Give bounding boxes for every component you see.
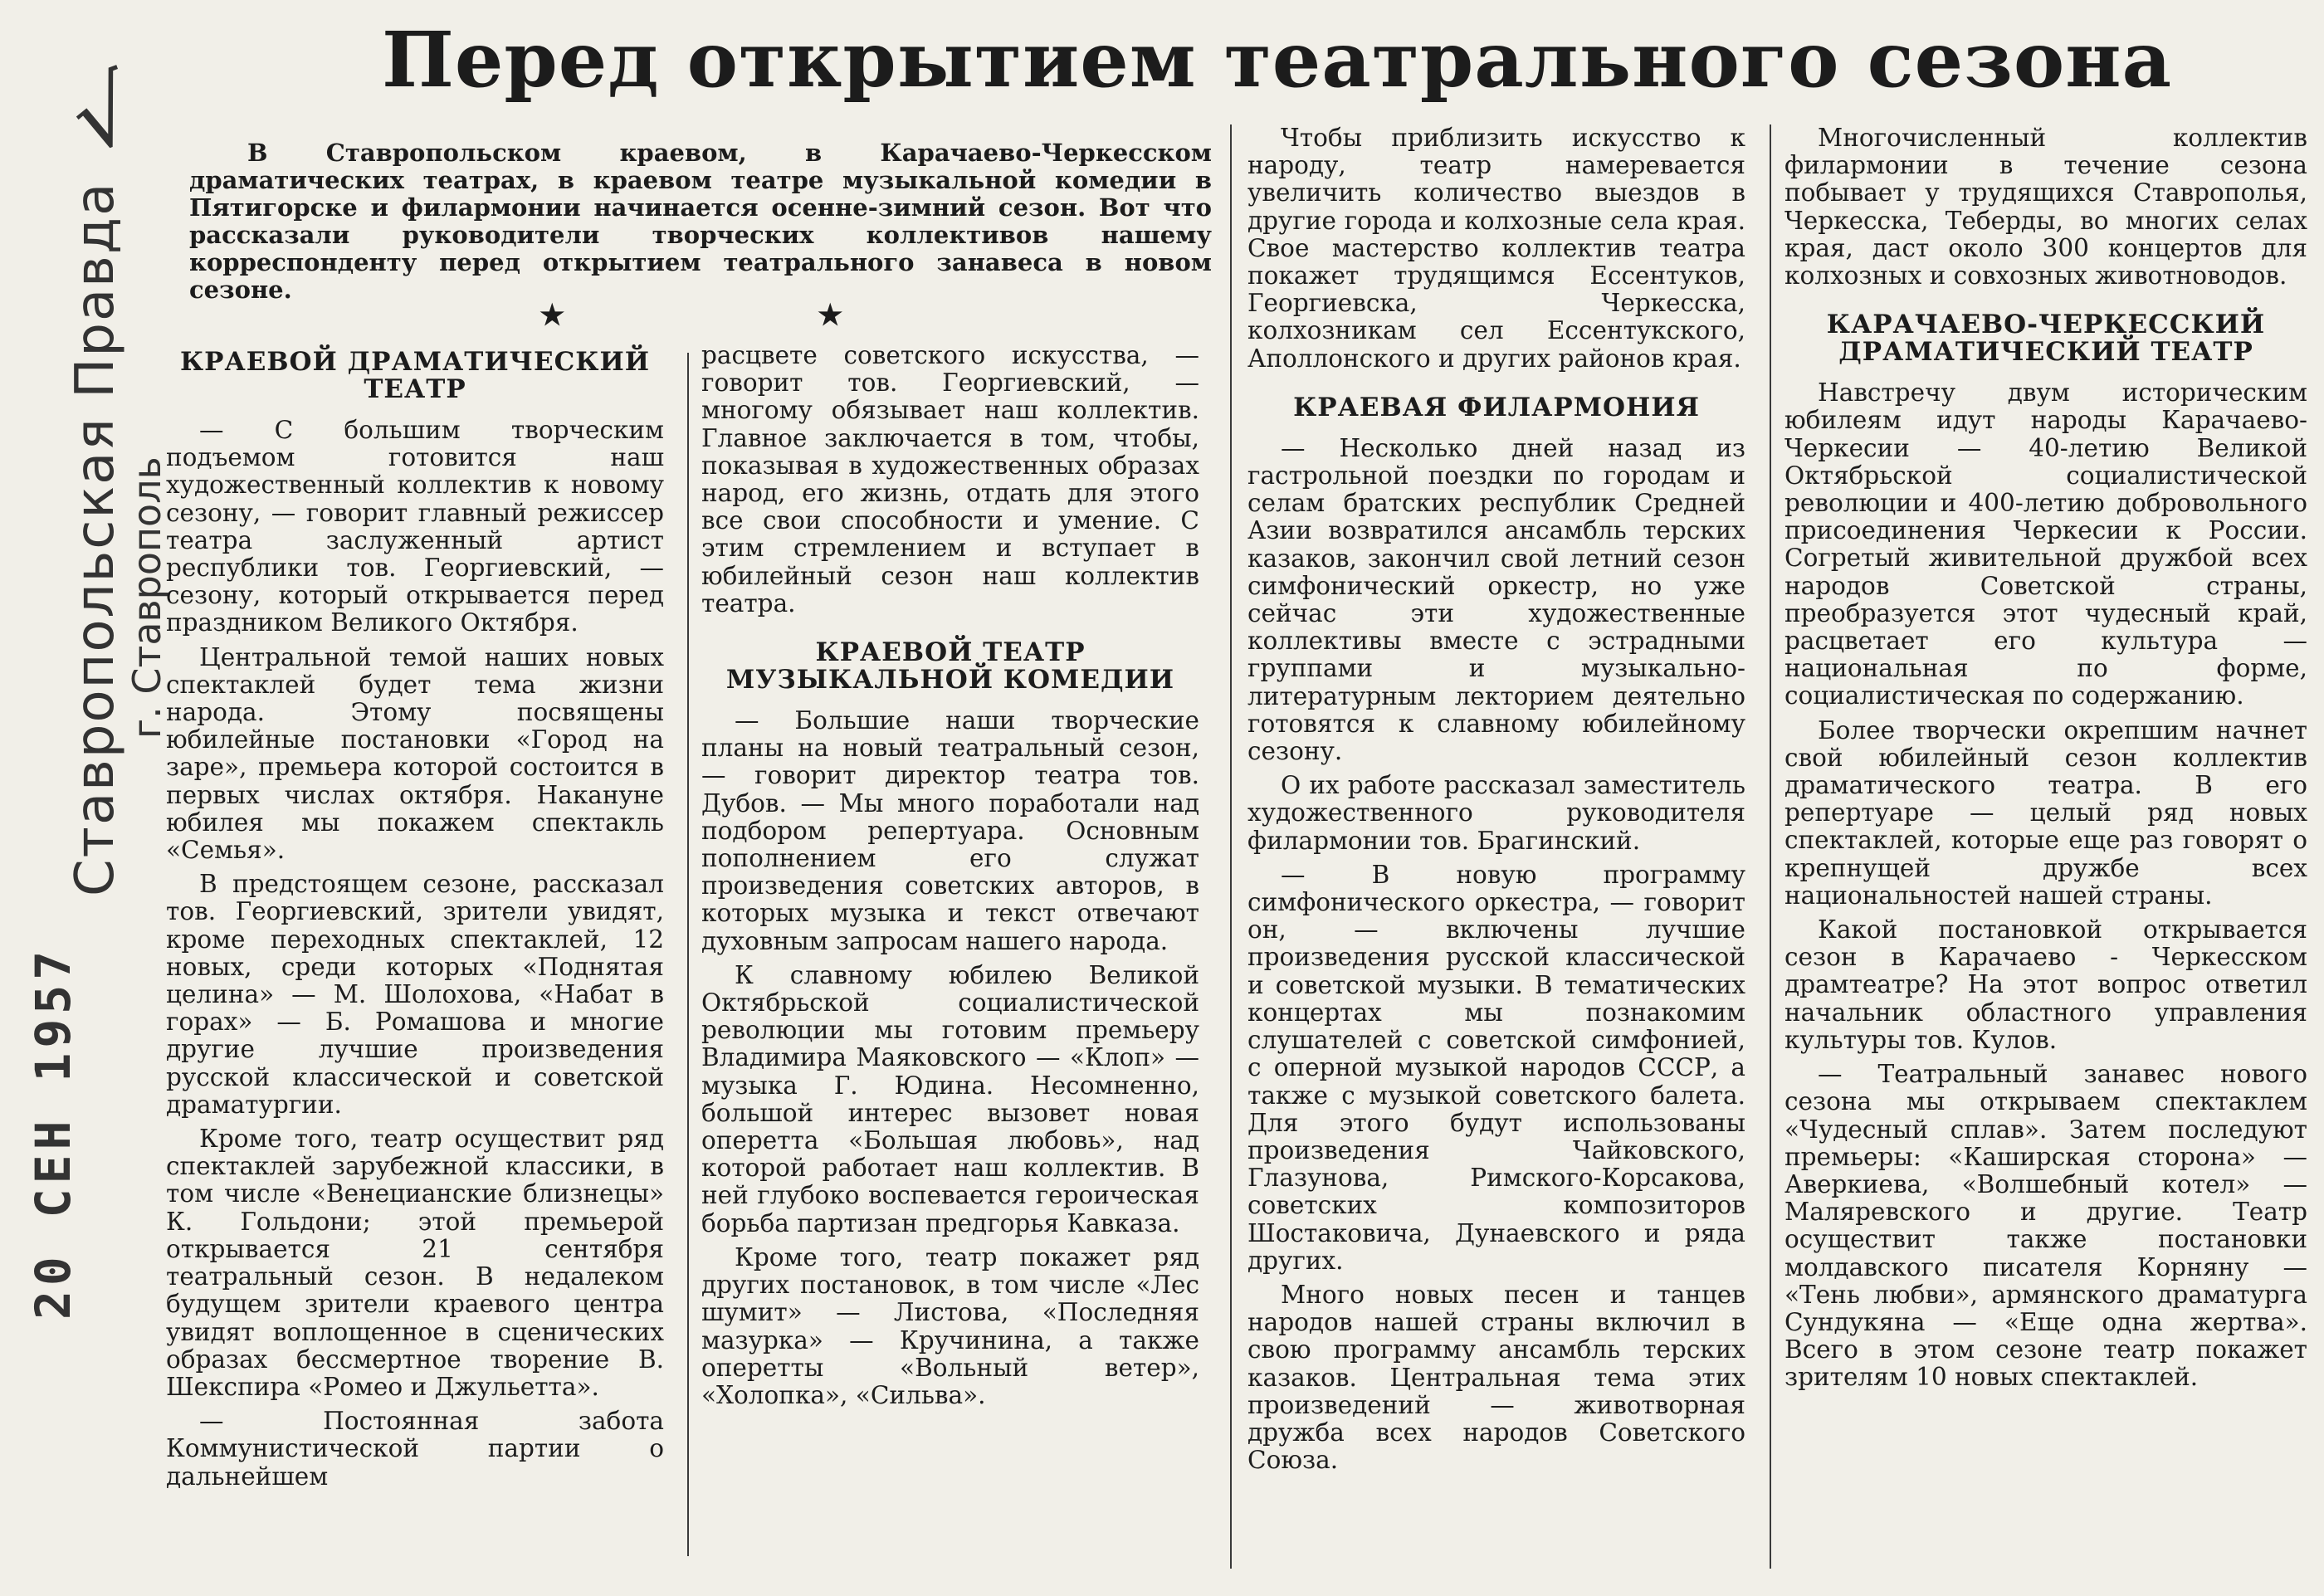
paragraph: К славному юбилею Великой Октябрьской социалистической революции мы готовим премьеру Владимира Маяковского — «Клоп» — музыка Г. Юдина. Несомненно, большой интерес вызовет новая оперетта «Большая любовь», над которой работает наш коллектив. В ней глубоко воспевается героическая борьба партизан предгорья Кавказа. xyxy=(701,960,1199,1237)
paragraph: — Несколько дней назад из гастрольной поездки по городам и селам братских республик Средней Азии возвратился ансамбль терских казаков, закончил свой летний сезон симфонический оркестр, но уже сейчас эти художественные коллективы вместе с эстрадными группами и музыкально-литературным лекторием деятельно готовятся к славному юбилейному сезону. xyxy=(1247,433,1745,766)
paragraph: Кроме того, театр покажет ряд других постановок, в том числе «Лес шумит» — Листова, «Последняя мазурка» — Кручинина, а также оперетты «Вольный ветер», «Холопка», «Сильва». xyxy=(701,1242,1199,1409)
paragraph: — В новую программу симфонического оркестра, — говорит он, — включены лучшие произведения русской классической и советской музыки. В тематических концертах мы познакомим слушателей с советской симфонией, с оперной музыкой народов СССР, а также с музыкой советского балета. Для этого будут использованы произведения Чайковского, Глазунова, Римского-Корсакова, советских композиторов Шостаковича, Дунаевского и ряда других. xyxy=(1247,860,1745,1275)
paragraph: Какой постановкой открывается сезон в Карачаево - Черкесском драмтеатре? На этот вопрос ответил начальник областного управления культуры тов. Кулов. xyxy=(1784,915,2307,1054)
paragraph: Много новых песен и танцев народов нашей страны включил в свою программу ансамбль терских казаков. Центральная тема этих произведений — животворная дружба всех народов Советского Союза. xyxy=(1247,1280,1745,1475)
column-3 xyxy=(1247,124,1745,1474)
paragraph: — Театральный занавес нового сезона мы открываем спектаклем «Чудесный сплав». Затем последуют премьеры: «Каширская сторона» — Аверкиева, «Волшебный котел» — Маляревского и другие. Театр осуществит также постановки молдавского писателя Корняну — «Тень любви», армянского драматурга Сундукяна — «Еще одна жертва». Всего в этом сезоне театр покажет зрителям 10 новых спектаклей. xyxy=(1784,1060,2307,1392)
paragraph: — Большие наши творческие планы на новый театральный сезон, — говорит директор театра тов. Дубов. — Мы много поработали над подбором репертуара. Основным пополнением его служат произведения советских авторов, в которых музыка и текст отвечают духовным запросам нашего народа. xyxy=(701,706,1199,955)
city-stamp: г. Ставрополь xyxy=(124,456,169,739)
section-heading-karachay-cherkess: КАРАЧАЕВО-ЧЕРКЕССКИЙ ДРАМАТИЧЕСКИЙ ТЕАТР xyxy=(1826,310,2266,368)
article-lead: В Ставропольском краевом, в Карачаево-Черкесском драматических театрах, в краевом театре музыкальной комедии в Пятигорске и филармонии начинается осенне-зимний сезон. Вот что рассказали руководители творческих коллективов нашему корреспонденту перед открытием театрального занавеса в новом сезоне. xyxy=(189,139,1212,304)
paragraph: Навстречу двум историческим юбилеям идут народы Карачаево-Черкесии — 40-летию Великой Октябрьской социалистической революции и 400-летию добровольного присоединения Черкесии к России. Согретый живительной дружбой всех народов Советской страны, преобразуется этот чудесный край, расцветает его культура — национальная по форме, социалистическая по содержанию. xyxy=(1784,378,2307,710)
column-4 xyxy=(1784,124,2307,1392)
column-1 xyxy=(166,345,664,1491)
paragraph: Более творчески окрепшим начнет свой юбилейный сезон коллектив драматического театра. В его репертуаре — целый ряд новых спектаклей, которые еще раз говорят о крепнущей дружбе всех национальностей нашей страны. xyxy=(1784,715,2307,910)
newspaper-name-stamp: Ставропольская Правда xyxy=(65,181,126,896)
paragraph: В предстоящем сезоне, рассказал тов. Георгиевский, зрители увидят, кроме переходных спектаклей, 12 новых, среди которых «Поднятая целина» — М. Шолохова, «Набат в горах» — Б. Ромашова и многие другие лучшие произведения русской классической и советской драматургии. xyxy=(166,870,664,1119)
paragraph: Многочисленный коллектив филармонии в течение сезона побывает у трудящихся Ставрополья, Черкесска, Теберды, во многих селах края, даст около 300 концертов для колхозных и совхозных животноводов. xyxy=(1784,124,2307,290)
paragraph: — Постоянная забота Коммунистической партии о дальнейшем xyxy=(166,1407,664,1491)
paragraph: Кроме того, театр осуществит ряд спектаклей зарубежной классики, в том числе «Венецианские близнецы» К. Гольдони; этой премьерой открывается 21 сентября театральный сезон. В недалеком будущем зрители краевого центра увидят воплощенное в сценических образах бессмертное творение В. Шекспира «Ромео и Джульетта». xyxy=(166,1125,664,1401)
paragraph: расцвете советского искусства, — говорит тов. Георгиевский, — многому обязывает наш коллектив. Главное заключается в том, чтобы, показывая в художественных образах народ, его жизнь, отдать для этого все свои способности и умение. С этим стремлением и вступает в юбилейный сезон наш коллектив театра. xyxy=(701,341,1199,617)
paragraph: О их работе рассказал заместитель художественного руководителя филармонии тов. Брагинский. xyxy=(1247,771,1745,855)
section-heading-musical-comedy: КРАЕВОЙ ТЕАТР МУЗЫКАЛЬНОЙ КОМЕДИИ xyxy=(725,637,1175,696)
article-headline: Перед открытием театрального сезона xyxy=(382,15,2173,105)
star-icon: ★ xyxy=(818,299,843,332)
paragraph: — С большим творческим подъемом готовится наш художественный коллектив к новому сезону, — говорит главный режиссер театра заслуженный артист республики тов. Георгиевский, — сезону, который открывается перед праздником Великого Октября. xyxy=(166,416,664,637)
date-stamp: 20 СЕН 1957 xyxy=(25,945,81,1320)
column-divider xyxy=(1770,124,1771,1569)
star-icon: ★ xyxy=(540,299,565,332)
section-heading-drama: КРАЕВОЙ ДРАМАТИЧЕСКИЙ ТЕАТР xyxy=(179,347,651,404)
column-2 xyxy=(701,342,1199,1409)
column-divider xyxy=(687,353,689,1556)
paragraph: Центральной темой наших новых спектаклей будет тема жизни народа. Этому посвящены юбилейные постановки «Город на заре», премьера которой состоится в первых числах октября. Накануне юбилея мы покажем спектакль «Семья». xyxy=(166,642,664,865)
section-heading-philharmonic: КРАЕВАЯ ФИЛАРМОНИЯ xyxy=(1293,392,1700,422)
column-divider xyxy=(1230,124,1232,1569)
checkmark-annotation: √ xyxy=(58,55,149,175)
paragraph: Чтобы приблизить искусство к народу, театр намеревается увеличить количество выездов в другие города и колхозные села края. Свое мастерство коллектив театра покажет трудящимся Ессентуков, Георгиевска, Черкесска, колхозникам сел Ессентукского, Аполлонского и других районов края. xyxy=(1247,124,1745,373)
